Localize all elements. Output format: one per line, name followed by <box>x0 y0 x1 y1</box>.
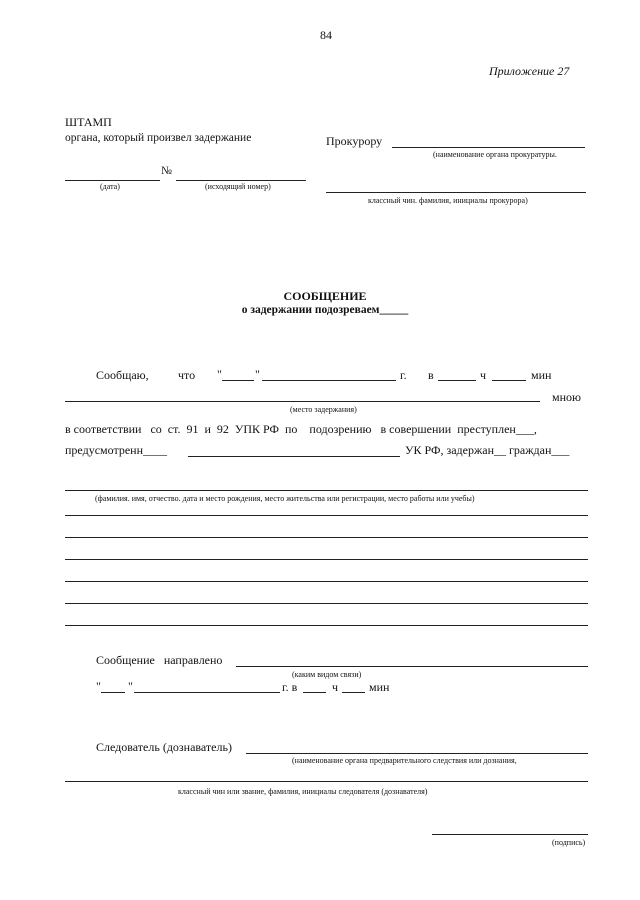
prosecutor-org-caption: (наименование органа прокуратуры. <box>433 150 557 159</box>
investigator-rank-field[interactable] <box>65 781 588 782</box>
report-word: Сообщаю, <box>96 368 149 382</box>
minutes-label: мин <box>531 368 552 382</box>
provided-text: предусмотренн____ <box>65 443 168 457</box>
stamp-title: ШТАМП <box>65 115 112 129</box>
quote-close: " <box>255 367 260 381</box>
investigator-org-caption: (наименование органа предварительного следствия или дознания, <box>292 756 517 765</box>
month-year-field[interactable] <box>262 380 396 381</box>
person-field-6[interactable] <box>65 603 588 604</box>
stamp-subtitle: органа, который произвел задержание <box>65 132 252 144</box>
sent-hours-field[interactable] <box>303 692 326 693</box>
outgoing-caption: (исходящий номер) <box>205 182 271 191</box>
by-me-label: мною <box>552 390 581 404</box>
person-field-5[interactable] <box>65 581 588 582</box>
hours-label: ч <box>480 368 487 382</box>
hours-field[interactable] <box>438 380 476 381</box>
sent-year-label: г. в <box>282 680 298 694</box>
sent-method-field[interactable] <box>236 666 588 667</box>
person-field-4[interactable] <box>65 559 588 560</box>
prosecutor-label: Прокурору <box>326 134 383 148</box>
sent-day-field[interactable] <box>101 692 125 693</box>
minutes-field[interactable] <box>492 380 526 381</box>
prosecutor-org-field[interactable] <box>392 147 585 148</box>
date-field[interactable] <box>65 180 160 181</box>
person-field-3[interactable] <box>65 537 588 538</box>
sent-quote-open: " <box>96 679 101 693</box>
article-field[interactable] <box>188 456 400 457</box>
date-caption: (дата) <box>100 182 120 191</box>
in-label: в <box>428 368 434 382</box>
place-field[interactable] <box>65 401 540 402</box>
legal-basis-text: в соответствии со ст. 91 и 92 УПК РФ по подозрению в совершении преступлен___, <box>65 422 537 436</box>
person-field-7[interactable] <box>65 625 588 626</box>
sent-month-year-field[interactable] <box>134 692 280 693</box>
place-caption: (место задержания) <box>290 405 357 414</box>
sent-minutes-field[interactable] <box>342 692 365 693</box>
outgoing-number-field[interactable] <box>176 180 306 181</box>
number-sign: № <box>161 165 172 177</box>
quote-open: " <box>217 367 222 381</box>
investigator-org-field[interactable] <box>246 753 588 754</box>
sent-method-caption: (каким видом связи) <box>292 670 362 679</box>
investigator-label: Следователь (дознаватель) <box>96 740 232 754</box>
person-field-1[interactable] <box>65 490 588 491</box>
page-number: 84 <box>320 28 332 42</box>
doc-subtitle: о задержании подозреваем_____ <box>241 304 409 316</box>
year-label: г. <box>400 368 407 382</box>
appendix-label: Приложение 27 <box>489 64 570 78</box>
doc-title: СООБЩЕНИЕ <box>283 289 367 303</box>
signature-caption: (подпись) <box>552 838 586 847</box>
signature-field[interactable] <box>432 834 588 835</box>
sent-label: Сообщение направлено <box>96 653 223 667</box>
prosecutor-rank-field[interactable] <box>326 192 586 193</box>
day-field[interactable] <box>222 380 254 381</box>
sent-quote-close: " <box>128 679 133 693</box>
sent-minutes-label: мин <box>369 680 390 694</box>
person-caption: (фамилия. имя, отчество. дата и место рождения, место жительства или регистрации, место работы или учебы) <box>95 494 475 503</box>
detained-text: УК РФ, задержан__ граждан___ <box>405 443 570 457</box>
prosecutor-rank-caption: классный чин. фамилия, инициалы прокурора) <box>368 196 528 205</box>
sent-hours-label: ч <box>332 680 339 694</box>
investigator-rank-caption: классный чин или звание, фамилия, инициалы следователя (дознавателя) <box>178 787 428 796</box>
that-word: что <box>178 368 196 382</box>
person-field-2[interactable] <box>65 515 588 516</box>
